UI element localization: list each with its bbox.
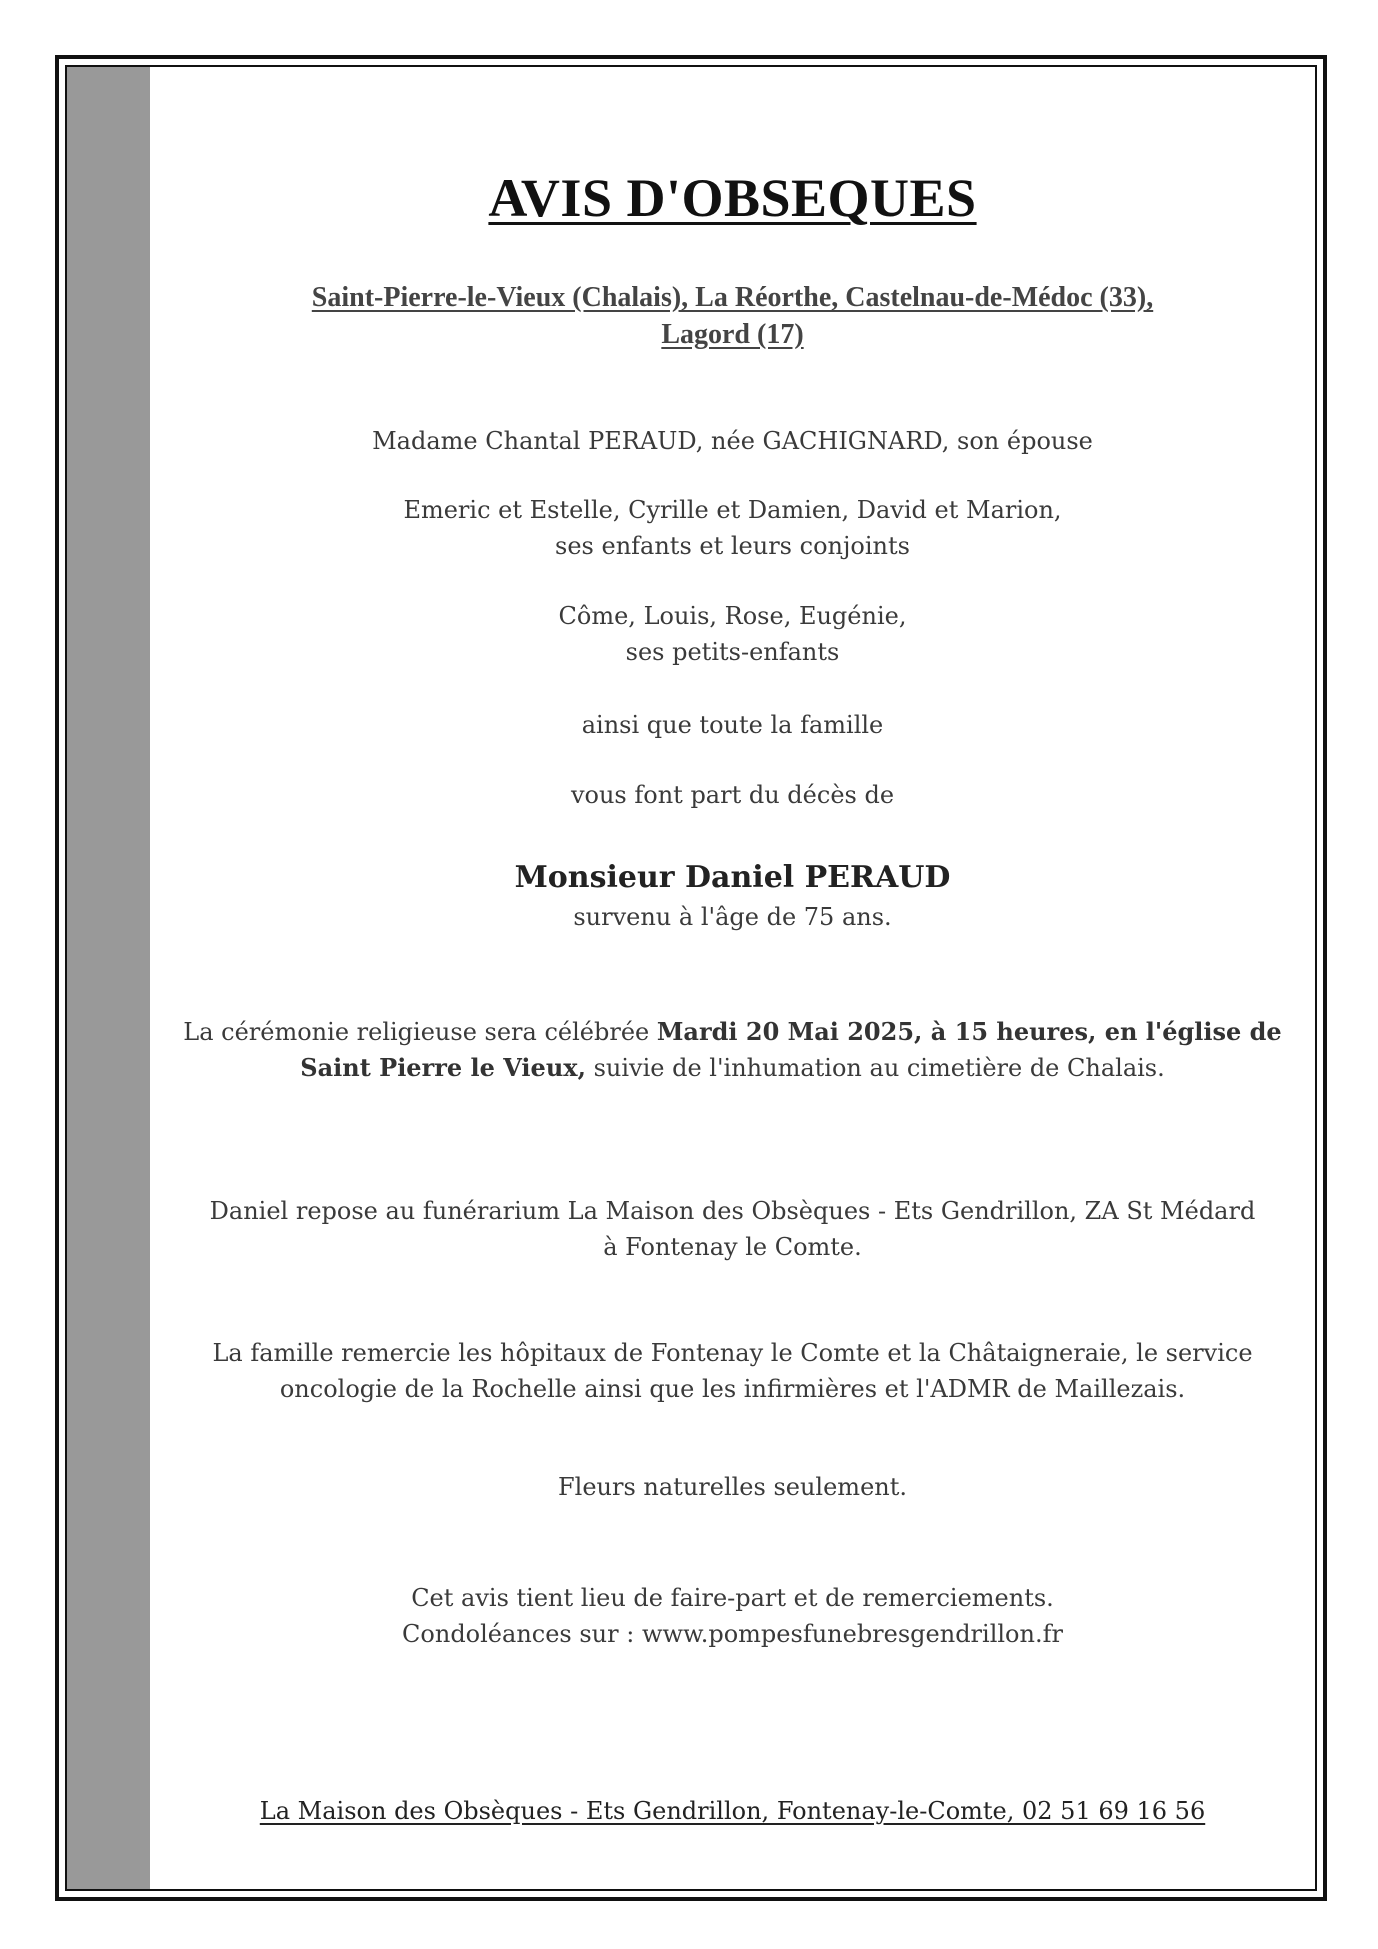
children-label: ses enfants et leurs conjoints	[555, 532, 910, 560]
places-line-2: Lagord (17)	[661, 319, 804, 350]
deceased-name: Monsieur Daniel PERAUD	[514, 860, 951, 895]
repose-block	[150, 1193, 1315, 1265]
grandchildren-names: Côme, Louis, Rose, Eugénie,	[558, 602, 907, 630]
side-gray-bar	[67, 67, 150, 1889]
deceased-age: survenu à l'âge de 75 ans.	[573, 903, 892, 931]
ceremony-burial: suivie de l'inhumation au cimetière de Chalais.	[585, 1054, 1165, 1082]
flowers-line: Fleurs naturelles seulement.	[558, 1473, 907, 1501]
deceased-block	[150, 857, 1315, 935]
grandchildren-block	[150, 598, 1315, 670]
ceremony-church: Saint Pierre le Vieux,	[300, 1053, 586, 1082]
ceremony-line-2	[150, 1050, 1315, 1086]
thanks-line-1: La famille remercie les hôpitaux de Fontenay le Comte et la Châtaigneraie, le service	[212, 1339, 1253, 1367]
notice-title: AVIS D'OBSEQUES	[488, 168, 977, 228]
family-line: ainsi que toute la famille	[581, 711, 884, 739]
announce-line: vous font part du décès de	[570, 781, 895, 809]
repose-line-1: Daniel repose au funérarium La Maison des Obsèques - Ets Gendrillon, ZA St Médard	[209, 1197, 1256, 1225]
condolences-line: Condoléances sur : www.pompesfunebresgendrillon.fr	[402, 1620, 1063, 1648]
ceremony-line-1	[150, 1014, 1315, 1050]
ceremony-block	[150, 1014, 1315, 1086]
places-line-1: Saint-Pierre-le-Vieux (Chalais), La Réorthe, Castelnau-de-Médoc (33),	[311, 282, 1154, 313]
spouse-line: Madame Chantal PERAUD, née GACHIGNARD, son épouse	[372, 427, 1093, 455]
ceremony-intro: La cérémonie religieuse sera célébrée	[183, 1018, 657, 1046]
notice-line-1: Cet avis tient lieu de faire-part et de remerciements.	[411, 1584, 1054, 1612]
ceremony-date-place: Mardi 20 Mai 2025, à 15 heures, en l'église de	[656, 1017, 1282, 1046]
thanks-block	[150, 1335, 1315, 1407]
grandchildren-label: ses petits-enfants	[625, 638, 840, 666]
children-names: Emeric et Estelle, Cyrille et Damien, David et Marion,	[403, 496, 1062, 524]
funeral-home-footer: La Maison des Obsèques - Ets Gendrillon, Fontenay-le-Comte, 02 51 69 16 56	[259, 1797, 1206, 1825]
children-block	[150, 492, 1315, 564]
notice-content	[150, 67, 1315, 1889]
places-heading	[150, 279, 1315, 353]
notice-block	[150, 1580, 1315, 1652]
thanks-line-2: oncologie de la Rochelle ainsi que les infirmières et l'ADMR de Maillezais.	[279, 1375, 1186, 1403]
repose-line-2: à Fontenay le Comte.	[603, 1233, 862, 1261]
